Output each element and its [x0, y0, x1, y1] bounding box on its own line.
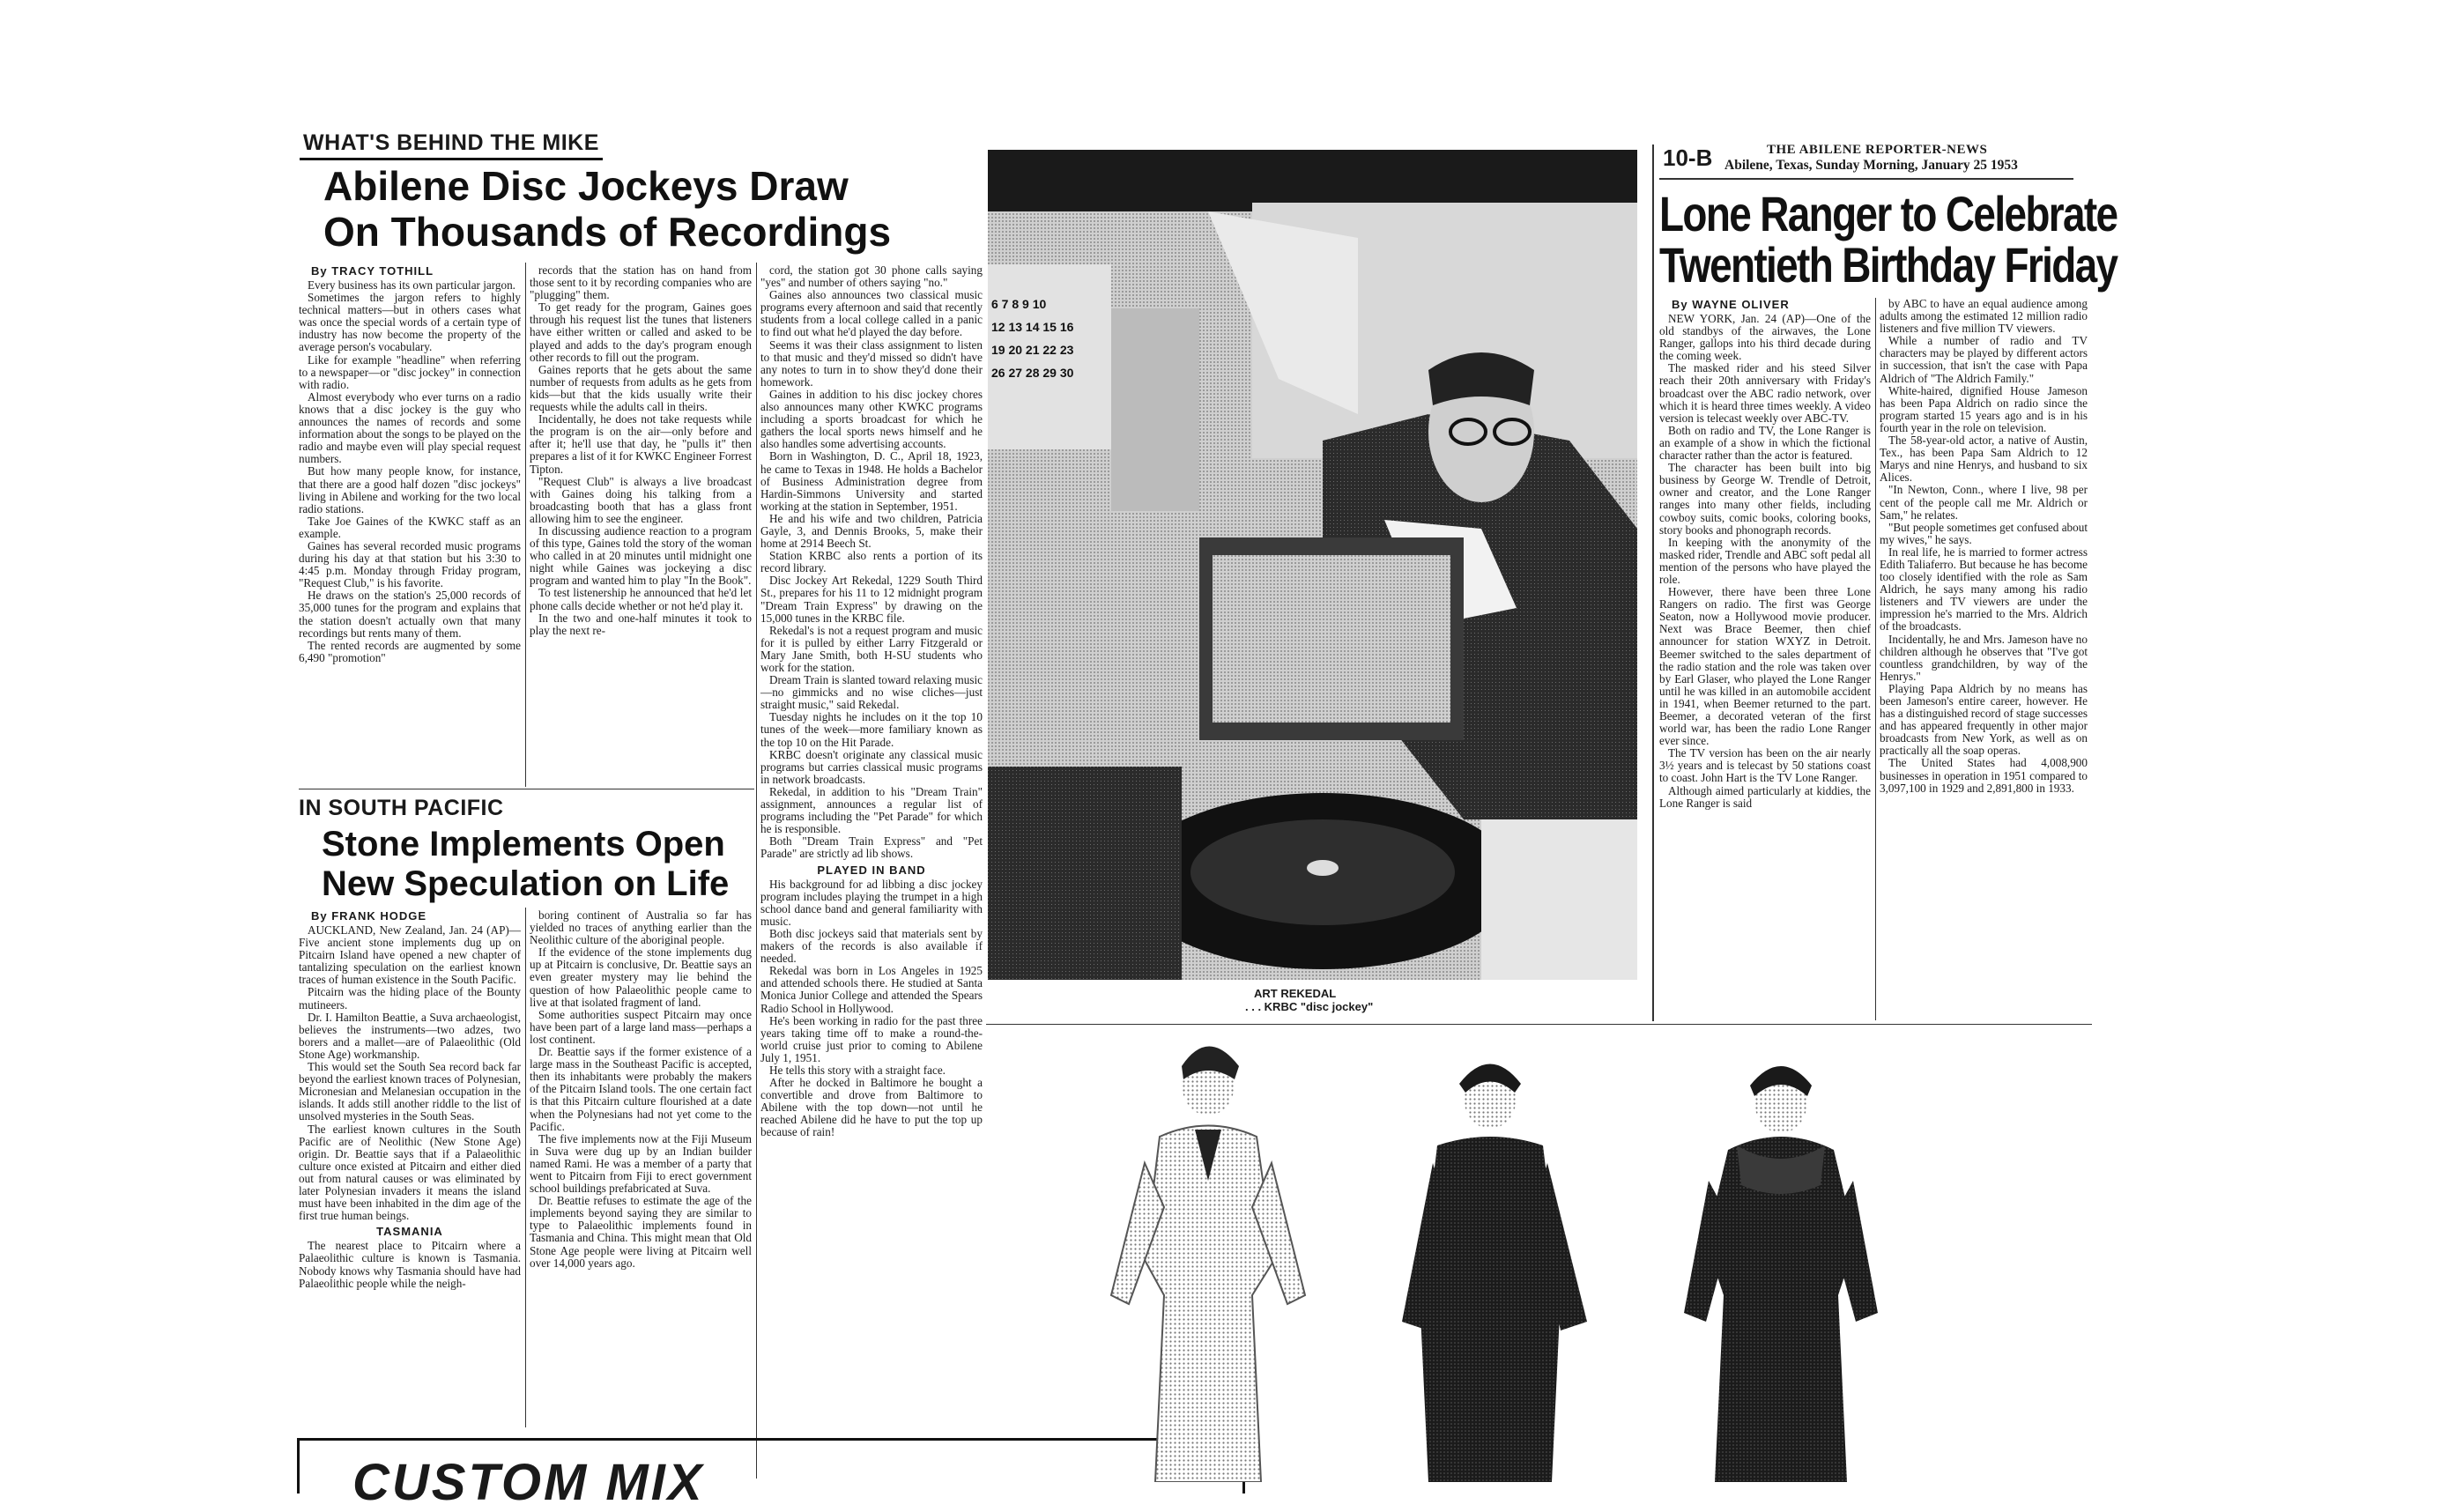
paragraph: The United States had 4,008,900 businesses in operation in 1951 compared to 3,097,100 in 1929 and 2,891,800 in 1933. — [1880, 756, 2088, 795]
paragraph: KRBC doesn't originate any classical music programs but carries classical music programs in network broadcasts. — [760, 747, 983, 786]
paragraph: Sometimes the jargon refers to highly technical matters—but in others cases what was once the special words of a certain type of industry has now become the property of the average person's vocabulary. — [299, 291, 521, 354]
column-rule — [756, 263, 757, 1479]
paragraph: Dr. I. Hamilton Beattie, a Suva archaeologist, believes the instruments—two adzes, two borers and a mallet—are of Palaeolithic (Old Stone Age) workmanship. — [299, 1010, 521, 1061]
paragraph: The 58-year-old actor, a native of Austin, Tex., has been Papa Sam Aldrich to 12 Marys and nine Henrys, and husband to six Alices. — [1880, 434, 2088, 485]
paragraph: In the two and one-half minutes it took to play the next re- — [530, 611, 752, 637]
paragraph: Pitcairn was the hiding place of the Bounty mutineers. — [299, 985, 521, 1012]
paragraph: Like for example "headline" when referring to a newspaper—or "disc jockey" in connection with radio. — [299, 352, 521, 391]
section-kicker: IN SOUTH PACIFIC — [299, 796, 504, 820]
caption-name: ART REKEDAL — [1254, 987, 1337, 1000]
headline — [323, 164, 891, 255]
caption-role: . . . KRBC "disc jockey" — [1245, 1000, 1374, 1013]
paragraph: Disc Jockey Art Rekedal, 1229 South Third St., prepares for his 11 to 12 midnight program "Dream Train Express" by drawing on the 15,000 tunes in the KRBC file. — [760, 574, 983, 625]
paragraph: Seems it was their class assignment to listen to that music and they'd missed so didn't have any notes to turn in to show they'd done their homework. — [760, 337, 983, 389]
paragraph: After he docked in Baltimore he bought a convertible and drove from Baltimore to Abilene with the top down—not until he reached Abilene did he have to put the top up because of rain! — [760, 1076, 983, 1139]
paragraph: He and his wife and two children, Patricia Gayle, 3, and Dennis Brooks, 5, make their home at 2914 Beech St. — [760, 511, 983, 551]
byline: By WAYNE OLIVER — [1672, 298, 1790, 311]
svg-text:12 13 14 15 16: 12 13 14 15 16 — [991, 320, 1074, 334]
column-rule — [525, 908, 526, 1427]
headline-line-2: New Speculation on Life — [322, 863, 730, 903]
paragraph: In real life, he is married to former actress Edith Taliaferro. But because he has become too closely identified with the role as Sam Aldrich, he says many among his radio listeners and TV viewers are under the impression he's married to the Mrs. Aldrich of the broadcasts. — [1880, 545, 2088, 634]
paragraph: Both on radio and TV, the Lone Ranger is an example of a show in which the fictional character rather than the actor is featured. — [1659, 423, 1871, 463]
article-column-1 — [299, 264, 521, 784]
paragraph: While a number of radio and TV characters may be played by different actors in succession, that isn't the case with Papa Aldrich of "The Aldrich Family." — [1880, 334, 2088, 385]
paragraph: If the evidence of the stone implements dug up at Pitcairn is conclusive, Dr. Beattie says an even greater mystery may lie behind the question of how Palaeolithic people came to live at that isolated fragment of land. — [530, 945, 752, 1009]
headline — [322, 825, 729, 904]
paragraph: To get ready for the program, Gaines goes through his request list the tunes that listeners have either written or called and asked to be played and adds to the day's program enough other records to fill out the program. — [530, 300, 752, 364]
paragraph: The masked rider and his steed Silver reach their 20th anniversary with Friday's broadcast over the ABC radio network, over which it is heard three times weekly. A video version is telecast weekly over ABC-TV. — [1659, 361, 1871, 425]
article-column-1 — [1659, 298, 1871, 1020]
paragraph: boring continent of Australia so far has yielded no traces of anything earlier than the Neolithic culture of the aboriginal people. — [530, 909, 752, 947]
paragraph: Every business has its own particular jargon. — [308, 279, 515, 292]
paragraph: The five implements now at the Fiji Museum in Suva were dug up by an Indian builder named Rami. He was a member of a party that went to Pitcairn from Fiji to erect government school buildings prefabricated at Suva. — [530, 1131, 752, 1196]
paragraph: Dr. Beattie says if the former existence of a large mass in the Southeast Pacific is accepted, then its inhabitants were probably the makers of the Pitcairn Island tools. The one certain fact is that this Pitcairn culture flourished at a date when the Polynesians had not yet come to the Pacific. — [530, 1045, 752, 1133]
paragraph: The rented records are augmented by some 6,490 "promotion" — [299, 638, 521, 664]
paragraph: The earliest known cultures in the South Pacific are of Neolithic (New Stone Age) origin. Dr. Beattie says that if a Palaeolithic culture once existed at Pitcairn and either died out from natural causes or was eliminated by later Polynesian invaders it means the island must have been inhabited in the dim age of the first true human beings. — [299, 1122, 521, 1223]
paragraph: He tells this story with a straight face. — [769, 1064, 946, 1077]
paragraph: The TV version has been on the air nearly 3½ years and is telecast by 50 stations coast to coast. John Hart is the TV Lone Ranger. — [1659, 746, 1871, 785]
paragraph: Rekedal was born in Los Angeles in 1925 and attended schools there. He studied at Santa Monica Junior College and attended the Spears Radio School in Hollywood. — [760, 964, 983, 1015]
paragraph: Almost everybody who ever turns on a radio knows that a disc jockey is the guy who announces the names of records and some information about the songs to be played on the radio and maybe even will play special request numbers. — [299, 389, 521, 466]
paragraph: Incidentally, he and Mrs. Jameson have no children although he observes that "I've got countless grandchildren, by way of the Henrys." — [1880, 632, 2088, 683]
column-text — [1880, 298, 2088, 1020]
newspaper-name: THE ABILENE REPORTER-NEWS — [1767, 143, 1988, 157]
headline-line-1: Abilene Disc Jockeys Draw — [323, 163, 849, 209]
paragraph: The character has been built into big business by George W. Trendle of Detroit, owner and creator, and the Lone Ranger ranges into many other fields, including cowboy suits, comic books, coloring books, story books and phonograph records. — [1659, 461, 1871, 537]
headline-line-2: Twentieth Birthday Friday — [1659, 237, 2118, 293]
paragraph: Incidentally, he does not take requests while the program is on the air—only before and after it; he'll use that day, he "pulls it" then prepares a list of it for KWKC Engineer Forrest Tipton. — [530, 412, 752, 476]
paragraph: He draws on the station's 25,000 records of 35,000 tunes for the program and explains that the station doesn't actually own that many recordings but rents many of them. — [299, 589, 521, 640]
paragraph: Playing Papa Aldrich by no means has been Jameson's entire career, however. He has a distinguished record of stage successes and has appeared frequently in other major broadcasts from New York, as well as on practically all the soap operas. — [1880, 681, 2088, 758]
paragraph: Tuesday nights he includes on it the top 10 tunes of the week—more familiary known as the top 10 on the Hit Parade. — [760, 710, 983, 749]
article-column-2 — [530, 909, 752, 1429]
newspaper-page — [249, 79, 2188, 1511]
photo-illustration — [988, 150, 1637, 980]
subheading: PLAYED IN BAND — [817, 863, 926, 877]
paragraph: Gaines in addition to his disc jockey chores also announces many other KWKC programs including a sports broadcast for which he gathers the local sports news himself and he also handles some advertising accounts. — [760, 387, 983, 451]
model-1 — [1111, 1047, 1305, 1483]
paragraph: But how many people know, for instance, that there are a good half dozen "disc jockeys" living in Abilene and working for the two local radio stations. — [299, 464, 521, 515]
masthead — [1724, 143, 2077, 174]
subheading: TASMANIA — [376, 1225, 443, 1239]
paragraph: In keeping with the anonymity of the masked rider, Trendle and ABC soft pedal all mention of the persons who have played the role. — [1659, 535, 1871, 586]
paragraph: "But people sometimes get confused about my wives," he says. — [1880, 520, 2088, 546]
paragraph: To test listenership he announced that he'd let phone calls decide whether or not he'd play it. — [530, 586, 752, 612]
article-column-1 — [299, 909, 521, 1429]
column-rule — [1652, 145, 1654, 1021]
dateline: Abilene, Texas, Sunday Morning, January 25 1953 — [1724, 158, 2018, 173]
model-2 — [1402, 1064, 1587, 1483]
paragraph: by ABC to have an equal audience among adults among the estimated 12 million radio listeners and five million TV viewers. — [1880, 298, 2088, 336]
paragraph: Although aimed particularly at kiddies, the Lone Ranger is said — [1659, 783, 1871, 810]
column-text — [1659, 313, 1871, 1018]
column-rule — [1875, 298, 1876, 1020]
photo-caption — [1245, 987, 1373, 1013]
paragraph: The nearest place to Pitcairn where a Palaeolithic culture is known is Tasmania. Nobody knows why Tasmania should have had Palaeolithic people while the neigh- — [299, 1239, 521, 1290]
paragraph: Dream Train is slanted toward relaxing music—no gimmicks and no wise cliches—just straight music," said Rekedal. — [760, 673, 983, 712]
paragraph: Born in Washington, D. C., April 18, 1923, he came to Texas in 1948. He holds a Bachelor of Business Administration degree from Hardin-Simmons University and started working at the station in September, 1951. — [760, 449, 983, 513]
paragraph: AUCKLAND, New Zealand, Jan. 24 (AP)—Five ancient stone implements dug up on Pitcairn Island have opened a new chapter of tantalizing speculation on the earliest known traces of human existence in the South Pacific. — [299, 924, 521, 987]
paragraph: However, there have been three Lone Rangers on radio. The first was George Seaton, now a Hollywood movie producer. Next was Brace Beemer, then chief announcer for station WXYZ in Detroit. Beemer switched to the sales department of the radio station and the role was taken over by Earl Glaser, who played the Lone Ranger until he was killed in an automobile accident in 1941, when Beemer returned to the part. Beemer, a decorated veteran of the first world war, has been the radio Lone Ranger ever since. — [1659, 585, 1871, 748]
byline: By TRACY TOTHILL — [311, 264, 434, 278]
masthead-rule — [1659, 178, 2073, 180]
fashion-illustration — [988, 1031, 2160, 1482]
paragraph: Some authorities suspect Pitcairn may once have been part of a large land mass—perhaps a lost continent. — [530, 1007, 752, 1046]
fashion-photo — [988, 1031, 2160, 1482]
paragraph: Both "Dream Train Express" and "Pet Parade" are strictly ad lib shows. — [760, 834, 983, 861]
paragraph: Gaines also announces two classical music programs every afternoon and said that recently students from a local college called in a panic to find out what he'd played the day before. — [760, 288, 983, 339]
article-column-2 — [1880, 298, 2088, 1020]
paragraph: Gaines reports that he gets about the same number of requests from adults as he gets from kids—but that the kids usually write their requests while the adults call in theirs. — [530, 362, 752, 414]
paragraph: Rekedal's is not a request program and music for it is pulled by either Larry Fitzgerald or Mary Jane Smith, both H-SU students who work for the station. — [760, 623, 983, 674]
paragraph: White-haired, dignified House Jameson has been Papa Aldrich on radio since the program started 15 years ago and is in his fourth year in the role on television. — [1880, 383, 2088, 434]
paragraph: NEW YORK, Jan. 24 (AP)—One of the old standbys of the airwaves, the Lone Ranger, gallops into his third decade during the coming week. — [1659, 313, 1871, 363]
svg-text:6 7 8 9 10: 6 7 8 9 10 — [991, 297, 1047, 311]
headline-line-1: Lone Ranger to Celebrate — [1659, 186, 2118, 241]
svg-text:19 20 21 22 23: 19 20 21 22 23 — [991, 343, 1074, 357]
section-kicker: WHAT'S BEHIND THE MIKE — [300, 130, 603, 160]
svg-text:26 27 28 29 30: 26 27 28 29 30 — [991, 366, 1074, 380]
paragraph: He's been working in radio for the past three years taking time off to make a round-the-world cruise just prior to coming to Abilene July 1, 1951. — [760, 1013, 983, 1064]
section-divider — [986, 1024, 2092, 1025]
article-column-3 — [760, 264, 983, 1480]
paragraph: His background for ad libbing a disc jockey program includes playing the trumpet in a high school dance band and general familiarity with music. — [760, 877, 983, 928]
photo-disc-jockey — [988, 150, 1637, 980]
paragraph: Gaines has several recorded music programs during his day at that station but his 3:30 to 4:45 p.m. Monday through Friday program, "Request Club," is his favorite. — [299, 538, 521, 590]
paragraph: "In Newton, Conn., where I live, 98 per cent of the people call me Mr. Aldrich or Sam," he relates. — [1880, 483, 2088, 522]
byline: By FRANK HODGE — [311, 909, 427, 923]
paragraph: Both disc jockeys said that materials sent by makers of the records is also available if needed. — [760, 926, 983, 966]
headline-line-1: Stone Implements Open — [322, 825, 725, 863]
paragraph: Dr. Beattie refuses to estimate the age of the implements beyond saying they are similar to type to Palaeolithic implements found in Tasmania and China. This might mean that Old Stone Age people were living at Pitcairn well over 14,000 years ago. — [530, 1194, 752, 1270]
column-text — [530, 264, 752, 784]
advertisement-text: CUSTOM MIX — [352, 1454, 705, 1511]
headline-line-2: On Thousands of Recordings — [323, 208, 892, 255]
paragraph: Station KRBC also rents a portion of its record library. — [760, 549, 983, 575]
model-3 — [1684, 1066, 1878, 1482]
paragraph: cord, the station got 30 phone calls saying "yes" and number of others saying "no." — [760, 264, 983, 290]
column-text — [530, 909, 752, 1429]
paragraph: "Request Club" is always a live broadcast with Gaines doing his talking from a broadcasting booth that has a glass front allowing him to see the engineer. — [530, 474, 752, 525]
paragraph: Take Joe Gaines of the KWKC staff as an example. — [299, 514, 521, 540]
paragraph: In discussing audience reaction to a program of this type, Gaines told the story of the woman who called in at 20 minutes until midnight one night while Gaines was jockeying a disc program and wanted him to play "In the Book". — [530, 523, 752, 588]
column-text — [760, 264, 983, 1480]
column-text — [299, 279, 521, 782]
paragraph: This would set the South Sea record back far beyond the earliest known traces of Polynesian, Micronesian and Melanesian occupation in the islands. It adds still another riddle to the list of unsolved mysteries in the South Seas. — [299, 1060, 521, 1123]
paragraph: records that the station has on hand from those sent to it by recording companies who are "plugging" them. — [530, 264, 752, 302]
column-rule — [525, 263, 526, 787]
headline — [1659, 186, 2118, 293]
page-number: 10-B — [1663, 145, 1713, 171]
article-column-2 — [530, 264, 752, 784]
paragraph: Rekedal, in addition to his "Dream Train" assignment, announces a regular list of programs including the "Pet Parade" for which he is responsible. — [760, 784, 983, 836]
column-text — [299, 924, 521, 1418]
